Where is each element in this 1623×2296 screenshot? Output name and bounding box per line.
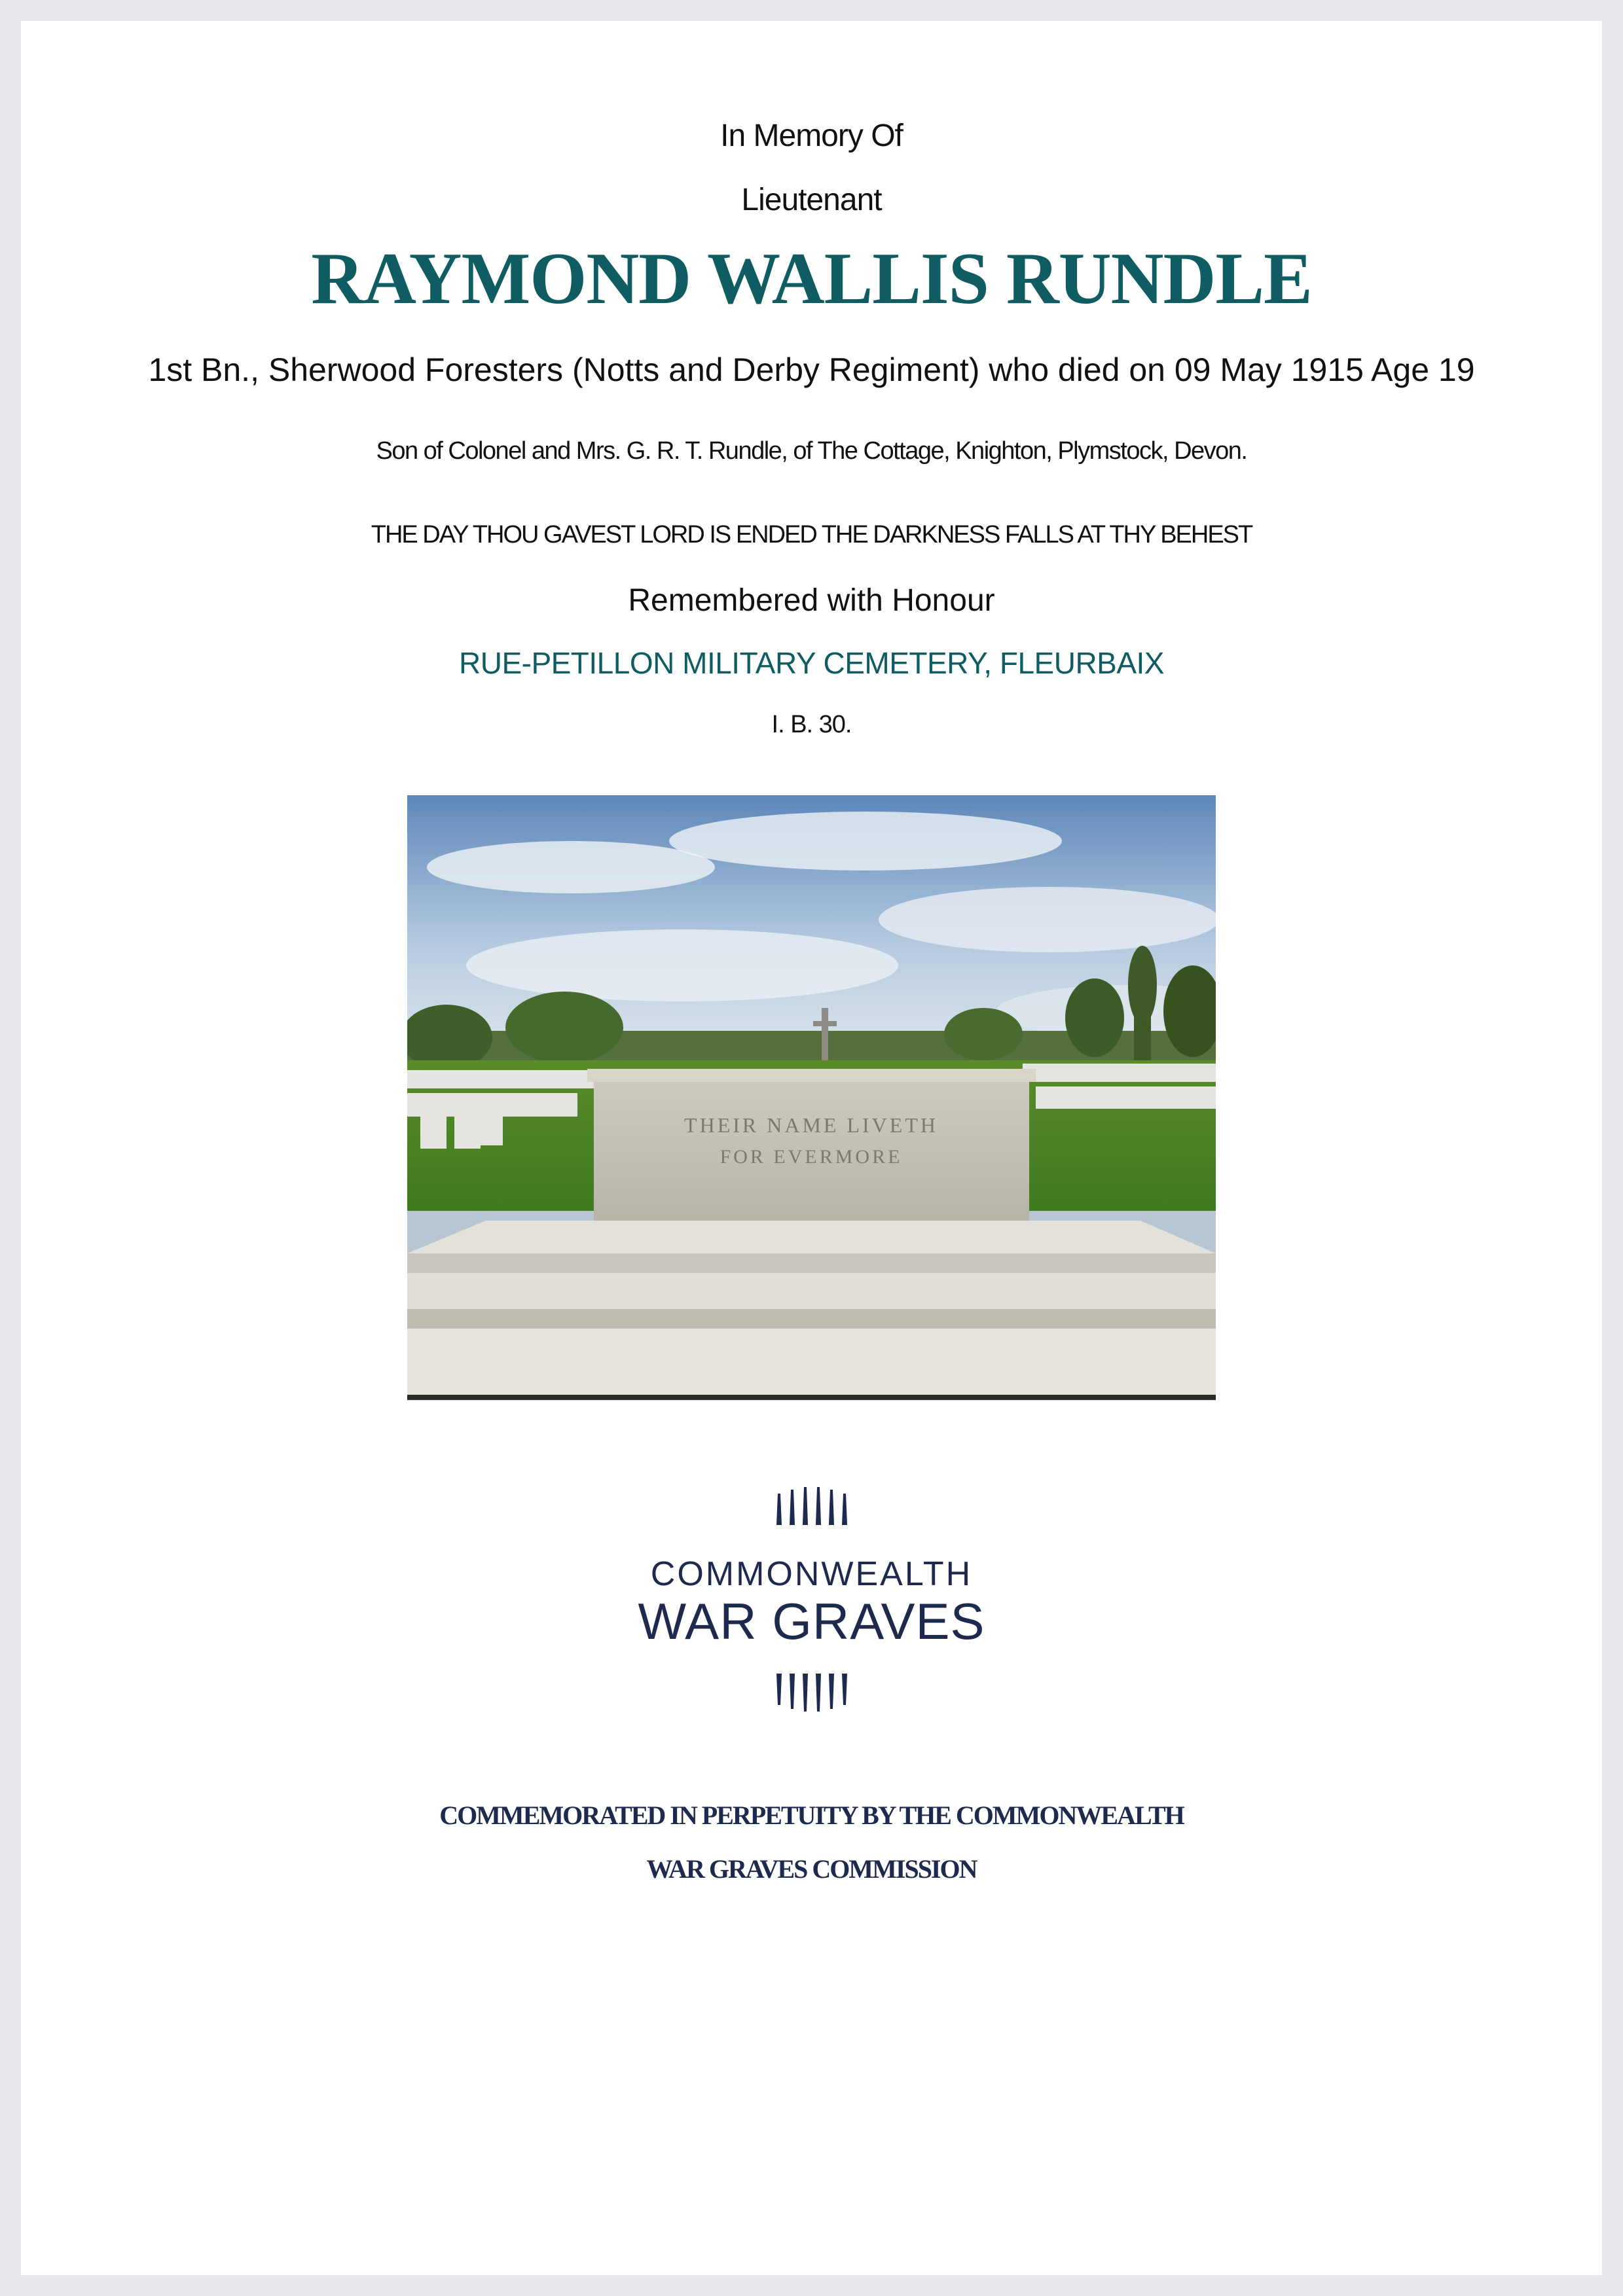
logo-line-commonwealth: COMMONWEALTH	[650, 1555, 973, 1593]
logo-bars-bottom-icon	[773, 1674, 851, 1712]
grave-reference: I. B. 30.	[771, 711, 852, 738]
cemetery-name: RUE-PETILLON MILITARY CEMETERY, FLEURBAIX	[459, 646, 1164, 680]
epitaph: THE DAY THOU GAVEST LORD IS ENDED THE DARKNESS FALLS AT THY BEHEST	[371, 521, 1252, 548]
stone-inscription-line1: THEIR NAME LIVETH	[684, 1113, 938, 1137]
rank-label: Lieutenant	[741, 183, 882, 217]
footer-line-2: WAR GRAVES COMMISSION	[646, 1854, 977, 1884]
unit-line: 1st Bn., Sherwood Foresters (Notts and Derby Regiment) who died on 09 May 1915 Age 19	[148, 351, 1475, 388]
casualty-name: RAYMOND WALLIS RUNDLE	[311, 238, 1312, 319]
footer-line-1: COMMEMORATED IN PERPETUITY BY THE COMMONWEALTH	[439, 1801, 1184, 1830]
family-line: Son of Colonel and Mrs. G. R. T. Rundle, of The Cottage, Knighton, Plymstock, Devon.	[376, 437, 1247, 465]
stone-inscription-line2: FOR EVERMORE	[720, 1146, 903, 1168]
cwgc-logo	[21, 1487, 1602, 1723]
in-memory-heading: In Memory Of	[720, 118, 903, 153]
logo-line-war-graves: WAR GRAVES	[638, 1592, 985, 1650]
cemetery-photo	[407, 795, 1216, 1401]
honour-line: Remembered with Honour	[628, 583, 995, 618]
certificate-page	[21, 21, 1602, 2275]
logo-bars-top-icon	[773, 1487, 851, 1525]
